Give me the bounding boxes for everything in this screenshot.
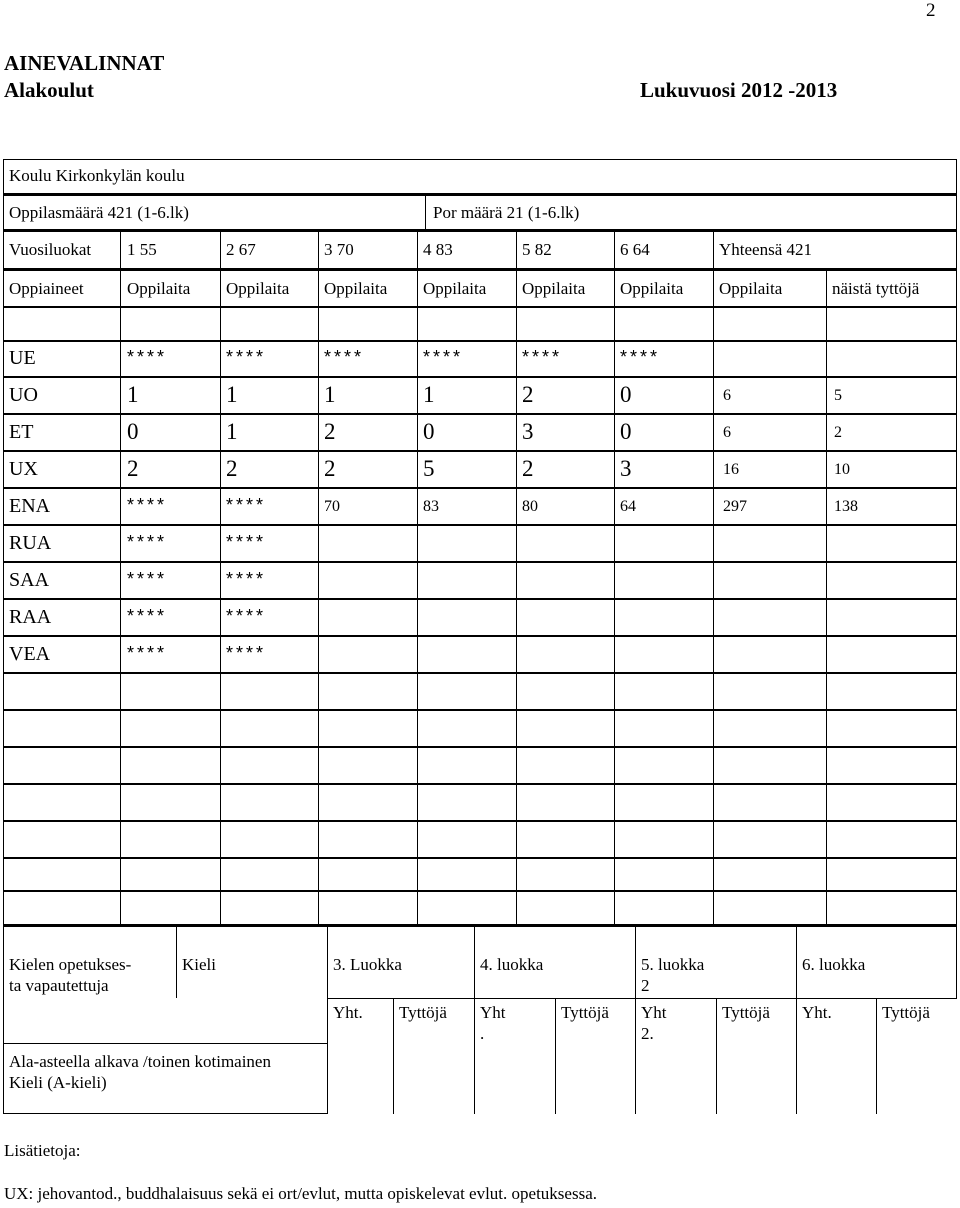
rule — [3, 413, 957, 415]
subject-value: **** — [127, 347, 168, 367]
column-header: Oppilaita — [226, 279, 290, 298]
subject-name: ET — [9, 421, 34, 443]
girls-header: Tyttöjä — [722, 1003, 770, 1022]
subject-value: 0 — [127, 419, 139, 444]
subject-value: **** — [226, 495, 267, 515]
rule — [826, 270, 827, 925]
subject-value: **** — [127, 495, 168, 515]
rule — [3, 524, 957, 526]
rule — [3, 746, 957, 748]
subject-value: **** — [226, 606, 267, 626]
page-title: AINEVALINNAT — [4, 51, 165, 75]
subject-value: **** — [226, 532, 267, 552]
rule — [3, 926, 4, 1114]
subject-value: **** — [127, 569, 168, 589]
por-count: Por määrä 21 (1-6.lk) — [433, 203, 580, 222]
rule — [713, 230, 714, 925]
subject-value: 1 — [226, 382, 238, 407]
rule — [327, 998, 957, 999]
grades-total: Yhteensä 421 — [719, 240, 813, 259]
subject-name: ENA — [9, 495, 51, 517]
rule — [3, 924, 957, 927]
grade-cell: 6 64 — [620, 240, 650, 259]
total-header: Yht. — [802, 1003, 832, 1022]
subject-value: 2 — [127, 456, 139, 481]
rule — [3, 450, 957, 452]
rule — [516, 230, 517, 925]
rule — [3, 268, 957, 271]
subject-value: 1 — [127, 382, 139, 407]
subject-girls: 10 — [834, 461, 850, 478]
subject-value: 1 — [324, 382, 336, 407]
column-header: Oppilaita — [719, 279, 783, 298]
subject-value: **** — [522, 347, 563, 367]
page-number: 2 — [926, 0, 936, 21]
exempt-label: Kielen opetukses- — [9, 955, 132, 974]
girls-header: Tyttöjä — [882, 1003, 930, 1022]
total-header: Yht — [480, 1003, 506, 1022]
rule — [956, 926, 957, 999]
a-language-label: Kieli (A-kieli) — [9, 1073, 107, 1092]
subject-value: 0 — [620, 382, 632, 407]
rule — [3, 820, 957, 822]
subject-name: UO — [9, 384, 38, 406]
subject-value: 2 — [522, 382, 534, 407]
column-header: Oppilaita — [522, 279, 586, 298]
subject-value: 83 — [423, 498, 439, 515]
rule — [474, 926, 475, 1114]
rule — [327, 926, 328, 1114]
rule — [3, 193, 957, 196]
rule — [417, 230, 418, 925]
rule — [3, 306, 957, 308]
subject-total: 6 — [723, 424, 731, 441]
grade-cell: 3 70 — [324, 240, 354, 259]
subject-name: VEA — [9, 643, 51, 665]
subject-total: 16 — [723, 461, 739, 478]
table-border-right — [956, 159, 957, 926]
footer-note: UX: jehovantod., buddhalaisuus sekä ei ort/evlut, mutta opiskelevat evlut. opetuksessa. — [4, 1184, 597, 1203]
columns-label: Oppiaineet — [9, 279, 84, 298]
subject-value: **** — [423, 347, 464, 367]
subject-total: 6 — [723, 387, 731, 404]
subject-value: **** — [127, 643, 168, 663]
subject-name: SAA — [9, 569, 50, 591]
column-header: Oppilaita — [127, 279, 191, 298]
page-subtitle: Alakoulut — [4, 78, 94, 102]
subject-value: 3 — [522, 419, 534, 444]
total-header: . — [480, 1024, 485, 1043]
a-language-label: Ala-asteella alkava /toinen kotimainen — [9, 1052, 271, 1071]
total-header: Yht. — [333, 1003, 363, 1022]
subject-name: UX — [9, 458, 38, 480]
rule — [3, 783, 957, 785]
grade4-header: 4. luokka — [480, 955, 544, 974]
rule — [3, 340, 957, 342]
subject-value: 5 — [423, 456, 435, 481]
subject-value: **** — [324, 347, 365, 367]
rule — [120, 230, 121, 925]
rule — [3, 598, 957, 600]
student-count: Oppilasmäärä 421 (1-6.lk) — [9, 203, 189, 222]
rule — [318, 230, 319, 925]
rule — [635, 926, 636, 1114]
rule — [393, 999, 394, 1114]
rule — [3, 857, 957, 859]
grade5-header: 2 — [641, 976, 650, 995]
additional-info-label: Lisätietoja: — [4, 1141, 81, 1160]
total-header: Yht — [641, 1003, 667, 1022]
rule — [3, 890, 957, 892]
subject-value: 0 — [423, 419, 435, 444]
rule — [3, 709, 957, 711]
rule — [3, 487, 957, 489]
subject-total: 297 — [723, 498, 747, 515]
column-header: Oppilaita — [620, 279, 684, 298]
subject-value: **** — [620, 347, 661, 367]
exempt-label: ta vapautettuja — [9, 976, 109, 995]
table-border-top — [3, 159, 957, 160]
grade3-header: 3. Luokka — [333, 955, 402, 974]
subject-value: 64 — [620, 498, 636, 515]
rule — [176, 926, 177, 998]
subject-name: UE — [9, 347, 36, 369]
subject-value: 1 — [423, 382, 435, 407]
rule — [796, 926, 797, 1114]
column-header: Oppilaita — [324, 279, 388, 298]
rule — [3, 635, 957, 637]
girls-header: Tyttöjä — [561, 1003, 609, 1022]
rule — [3, 376, 957, 378]
rule — [555, 999, 556, 1114]
rule — [3, 229, 957, 232]
subject-value: 2 — [522, 456, 534, 481]
subject-name: RUA — [9, 532, 52, 554]
total-header: 2. — [641, 1024, 654, 1043]
grade-cell: 4 83 — [423, 240, 453, 259]
subject-value: **** — [226, 643, 267, 663]
school-year: Lukuvuosi 2012 -2013 — [640, 78, 838, 102]
girls-header: Tyttöjä — [399, 1003, 447, 1022]
subject-value: 2 — [324, 456, 336, 481]
rule — [716, 999, 717, 1114]
grade5-header: 5. luokka — [641, 955, 705, 974]
rule — [876, 999, 877, 1114]
rule — [3, 1043, 328, 1044]
subject-value: 80 — [522, 498, 538, 515]
subject-value: 2 — [324, 419, 336, 444]
language-header: Kieli — [182, 955, 216, 974]
rule — [3, 561, 957, 563]
rule — [220, 230, 221, 925]
subject-value: **** — [226, 569, 267, 589]
rule — [3, 672, 957, 674]
grade-cell: 1 55 — [127, 240, 157, 259]
rule — [425, 195, 426, 230]
table-border-left — [3, 159, 4, 926]
grade6-header: 6. luokka — [802, 955, 866, 974]
rule — [614, 230, 615, 925]
subject-value: **** — [127, 606, 168, 626]
subject-value: 70 — [324, 498, 340, 515]
subject-value: **** — [226, 347, 267, 367]
subject-name: RAA — [9, 606, 52, 628]
subject-value: **** — [127, 532, 168, 552]
subject-value: 0 — [620, 419, 632, 444]
subject-value: 3 — [620, 456, 632, 481]
grade-cell: 2 67 — [226, 240, 256, 259]
girls-header: näistä tyttöjä — [832, 279, 920, 298]
subject-value: 2 — [226, 456, 238, 481]
school-name: Koulu Kirkonkylän koulu — [9, 166, 185, 185]
grade-cell: 5 82 — [522, 240, 552, 259]
grades-label: Vuosiluokat — [9, 240, 92, 259]
subject-value: 1 — [226, 419, 238, 444]
subject-girls: 138 — [834, 498, 858, 515]
column-header: Oppilaita — [423, 279, 487, 298]
subject-girls: 2 — [834, 424, 842, 441]
subject-girls: 5 — [834, 387, 842, 404]
rule — [3, 1113, 328, 1114]
